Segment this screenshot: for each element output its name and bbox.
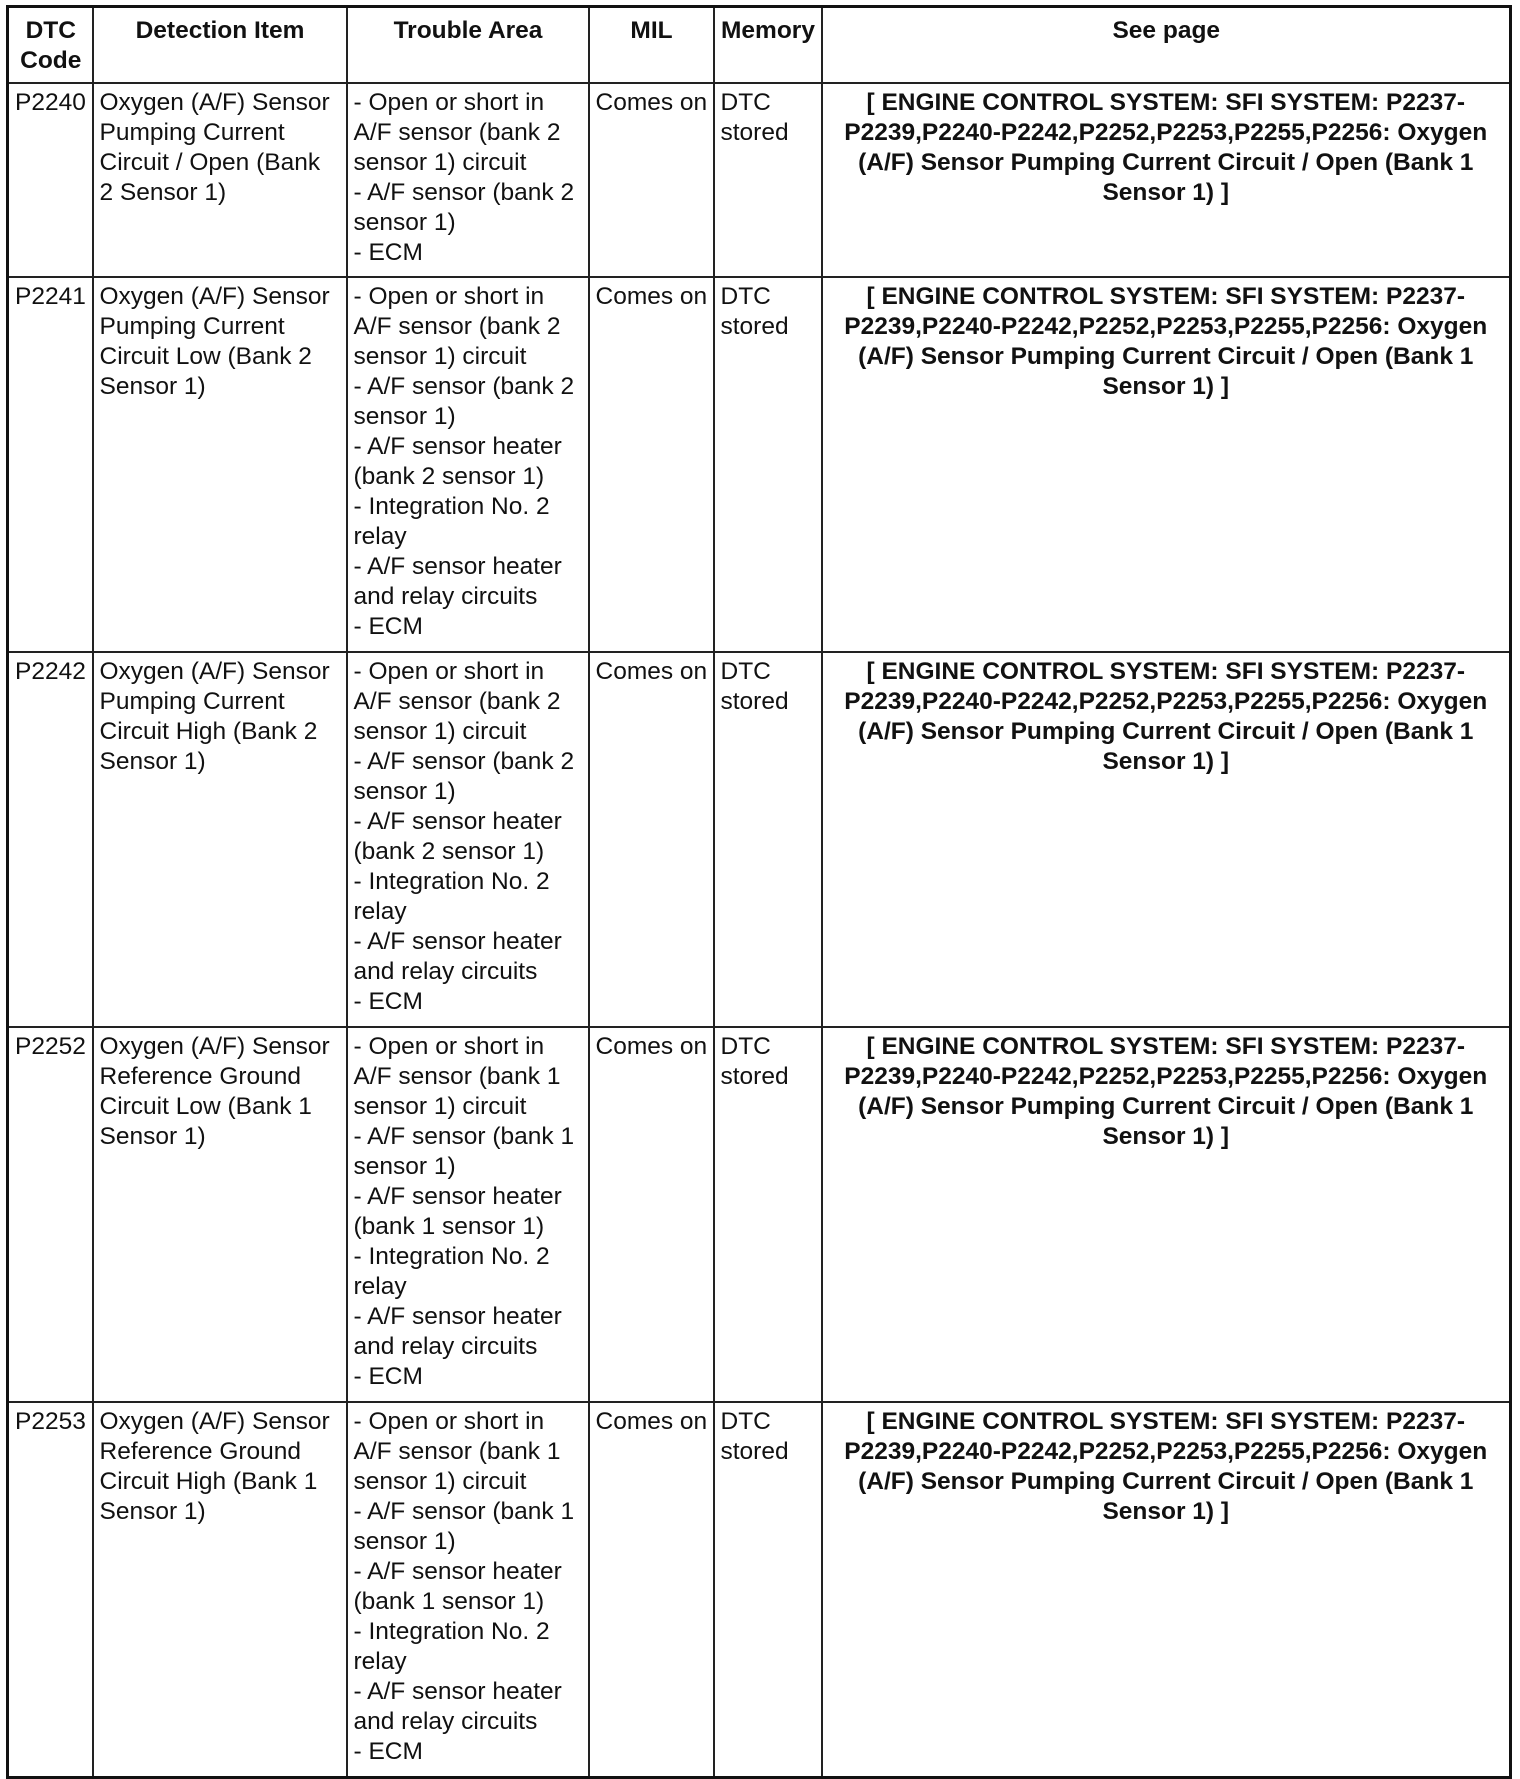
trouble-area-line: - Open or short in A/F sensor (bank 1 sensor 1) circuit	[353, 1033, 561, 1120]
detection-item-cell: Oxygen (A/F) Sensor Reference Ground Circuit High (Bank 1 Sensor 1)	[93, 1402, 347, 1778]
mil-cell: Comes on	[589, 652, 714, 1027]
trouble-area-line: - A/F sensor (bank 2 sensor 1)	[353, 748, 575, 805]
trouble-area-cell	[347, 652, 589, 1027]
see-page-link[interactable]: [ ENGINE CONTROL SYSTEM: SFI SYSTEM: P2237-P2239,P2240-P2242,P2252,P2253,P2255,P2256: Oxygen (A/F) Sensor Pumping Current Circuit / Open (Bank 1 Sensor 1) ]	[822, 652, 1511, 1027]
trouble-area-line: - A/F sensor (bank 1 sensor 1)	[353, 1123, 575, 1180]
detection-item-cell: Oxygen (A/F) Sensor Pumping Current Circuit / Open (Bank 2 Sensor 1)	[93, 83, 347, 277]
detection-item-cell: Oxygen (A/F) Sensor Pumping Current Circuit High (Bank 2 Sensor 1)	[93, 652, 347, 1027]
trouble-area-cell	[347, 1402, 589, 1778]
trouble-area-line: - Open or short in A/F sensor (bank 1 sensor 1) circuit	[353, 1408, 561, 1495]
trouble-area-line: - A/F sensor heater (bank 1 sensor 1)	[353, 1183, 562, 1240]
trouble-area-line: - A/F sensor heater (bank 1 sensor 1)	[353, 1558, 562, 1615]
see-page-link[interactable]: [ ENGINE CONTROL SYSTEM: SFI SYSTEM: P2237-P2239,P2240-P2242,P2252,P2253,P2255,P2256: Oxygen (A/F) Sensor Pumping Current Circuit / Open (Bank 1 Sensor 1) ]	[822, 1402, 1511, 1778]
memory-cell: DTC stored	[714, 652, 822, 1027]
trouble-area-cell	[347, 83, 589, 277]
dtc-code-cell: P2253	[8, 1402, 93, 1778]
see-page-link[interactable]: [ ENGINE CONTROL SYSTEM: SFI SYSTEM: P2237-P2239,P2240-P2242,P2252,P2253,P2255,P2256: Oxygen (A/F) Sensor Pumping Current Circuit / Open (Bank 1 Sensor 1) ]	[822, 83, 1511, 277]
header-dtc-code: DTC Code	[8, 7, 93, 84]
table-row	[8, 1027, 1511, 1402]
see-page-link[interactable]: [ ENGINE CONTROL SYSTEM: SFI SYSTEM: P2237-P2239,P2240-P2242,P2252,P2253,P2255,P2256: Oxygen (A/F) Sensor Pumping Current Circuit / Open (Bank 1 Sensor 1) ]	[822, 1027, 1511, 1402]
trouble-area-cell	[347, 1027, 589, 1402]
trouble-area-line: - Open or short in A/F sensor (bank 2 sensor 1) circuit	[353, 658, 561, 745]
trouble-area-line: - ECM	[353, 613, 423, 640]
dtc-code-cell: P2240	[8, 83, 93, 277]
memory-cell: DTC stored	[714, 1027, 822, 1402]
trouble-area-line: - A/F sensor (bank 2 sensor 1)	[353, 373, 575, 430]
table-header-row	[8, 7, 1511, 84]
trouble-area-line: - ECM	[353, 239, 423, 266]
header-see-page: See page	[822, 7, 1511, 84]
table-row	[8, 277, 1511, 652]
see-page-link[interactable]: [ ENGINE CONTROL SYSTEM: SFI SYSTEM: P2237-P2239,P2240-P2242,P2252,P2253,P2255,P2256: Oxygen (A/F) Sensor Pumping Current Circuit / Open (Bank 1 Sensor 1) ]	[822, 277, 1511, 652]
mil-cell: Comes on	[589, 277, 714, 652]
trouble-area-line: - ECM	[353, 1363, 423, 1390]
trouble-area-line: - A/F sensor heater and relay circuits	[353, 1303, 562, 1360]
header-memory: Memory	[714, 7, 822, 84]
trouble-area-line: - A/F sensor heater and relay circuits	[353, 928, 562, 985]
trouble-area-cell	[347, 277, 589, 652]
detection-item-cell: Oxygen (A/F) Sensor Reference Ground Circuit Low (Bank 1 Sensor 1)	[93, 1027, 347, 1402]
table-row	[8, 1402, 1511, 1778]
trouble-area-line: - A/F sensor (bank 2 sensor 1)	[353, 179, 575, 236]
table-row	[8, 83, 1511, 277]
trouble-area-line: - Integration No. 2 relay	[353, 1243, 550, 1300]
trouble-area-line: - A/F sensor heater and relay circuits	[353, 553, 562, 610]
table-row	[8, 652, 1511, 1027]
trouble-area-line: - Open or short in A/F sensor (bank 2 sensor 1) circuit	[353, 283, 561, 370]
header-trouble-area: Trouble Area	[347, 7, 589, 84]
memory-cell: DTC stored	[714, 277, 822, 652]
memory-cell: DTC stored	[714, 83, 822, 277]
dtc-code-cell: P2242	[8, 652, 93, 1027]
trouble-area-line: - A/F sensor heater and relay circuits	[353, 1678, 562, 1735]
detection-item-cell: Oxygen (A/F) Sensor Pumping Current Circuit Low (Bank 2 Sensor 1)	[93, 277, 347, 652]
trouble-area-line: - A/F sensor (bank 1 sensor 1)	[353, 1498, 575, 1555]
dtc-code-cell: P2241	[8, 277, 93, 652]
mil-cell: Comes on	[589, 1402, 714, 1778]
trouble-area-line: - ECM	[353, 1738, 423, 1765]
memory-cell: DTC stored	[714, 1402, 822, 1778]
trouble-area-line: - Open or short in A/F sensor (bank 2 sensor 1) circuit	[353, 89, 561, 176]
trouble-area-line: - Integration No. 2 relay	[353, 868, 550, 925]
trouble-area-line: - Integration No. 2 relay	[353, 493, 550, 550]
trouble-area-line: - A/F sensor heater (bank 2 sensor 1)	[353, 433, 562, 490]
dtc-table	[6, 5, 1512, 1779]
trouble-area-line: - ECM	[353, 988, 423, 1015]
trouble-area-line: - A/F sensor heater (bank 2 sensor 1)	[353, 808, 562, 865]
trouble-area-line: - Integration No. 2 relay	[353, 1618, 550, 1675]
header-detection-item: Detection Item	[93, 7, 347, 84]
header-mil: MIL	[589, 7, 714, 84]
mil-cell: Comes on	[589, 83, 714, 277]
mil-cell: Comes on	[589, 1027, 714, 1402]
dtc-code-cell: P2252	[8, 1027, 93, 1402]
